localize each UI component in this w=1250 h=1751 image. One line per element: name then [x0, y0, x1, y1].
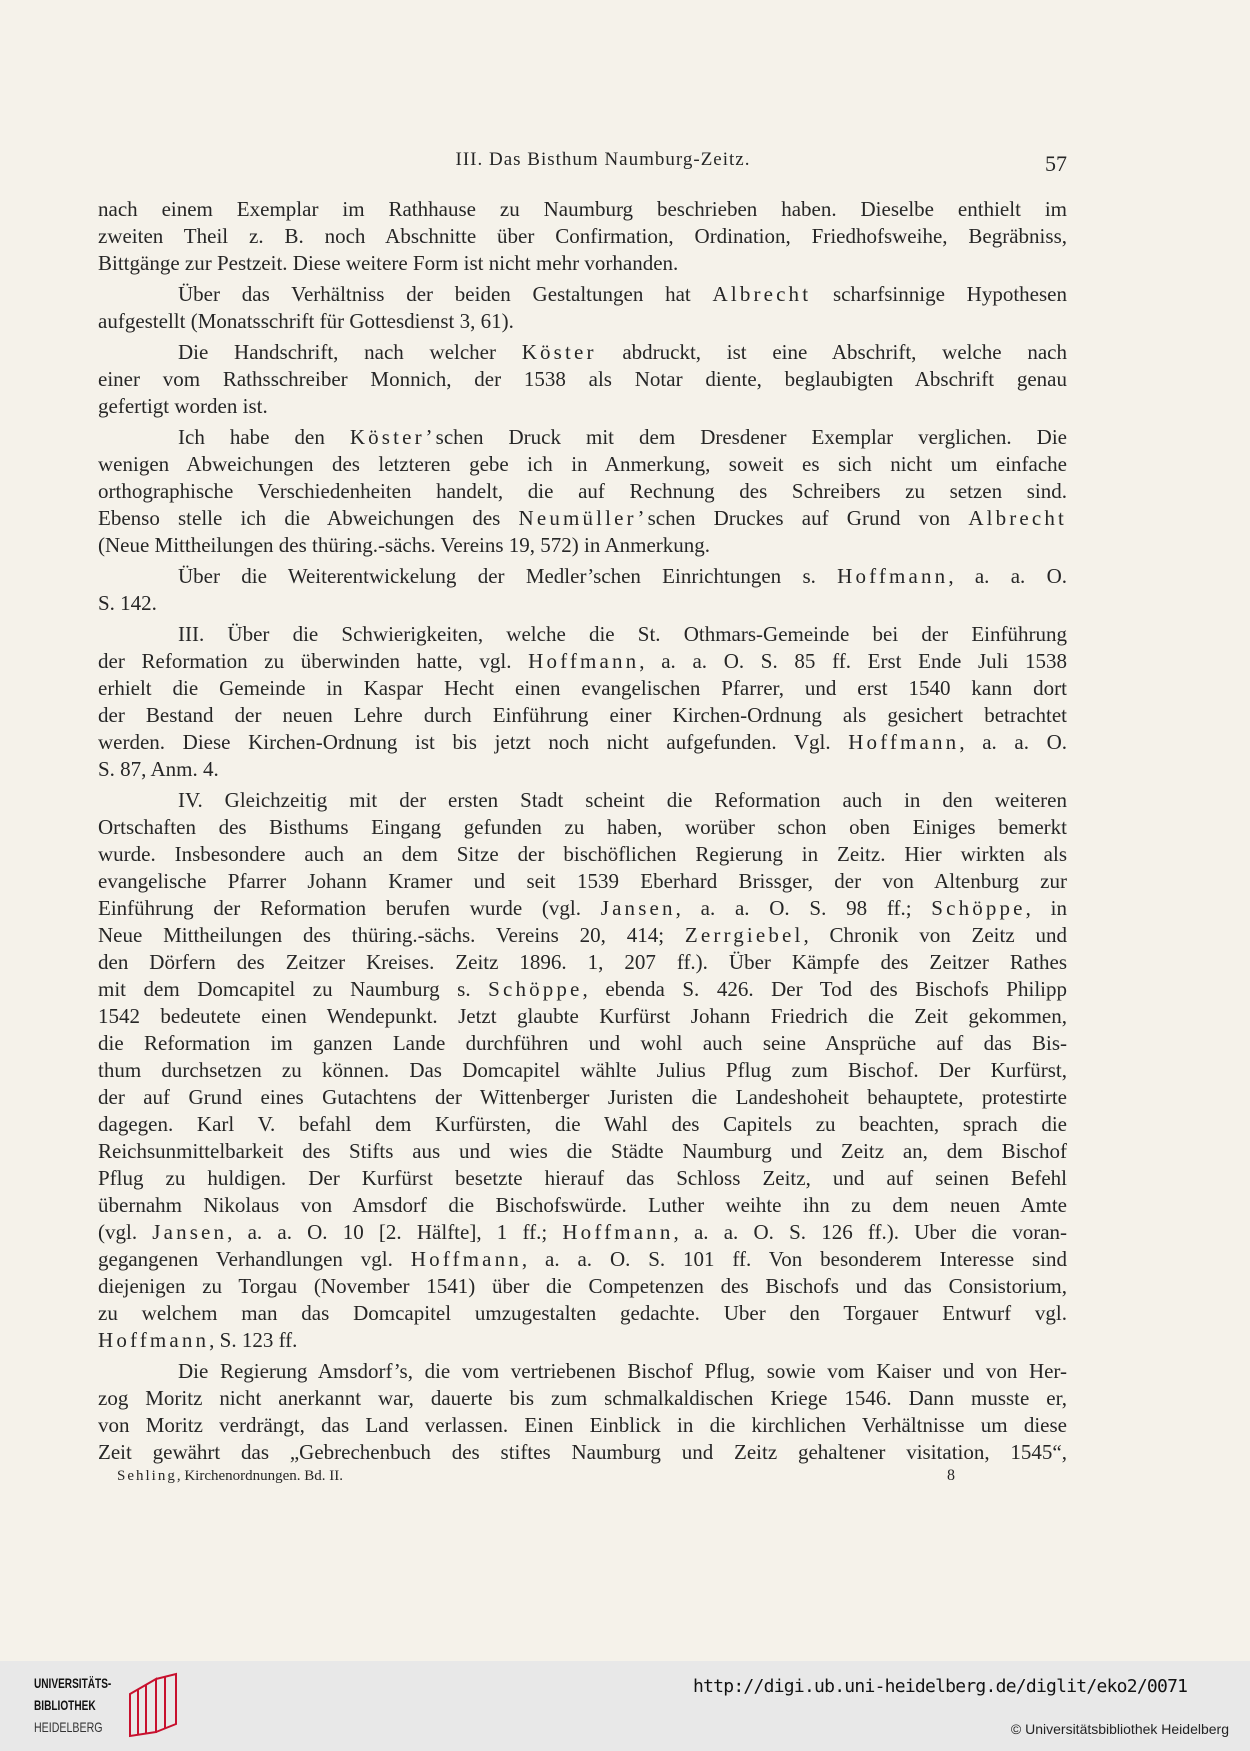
text-line [98, 648, 1067, 675]
text-segment: , S. 123 ff. [209, 1328, 298, 1352]
text-segment: , a. a. O. S. 85 ff. Erst Ende Juli 1538 [639, 649, 1067, 673]
paragraph [98, 339, 1067, 420]
paragraph [98, 787, 1067, 1354]
text-segment: Einführung der Reformation berufen wurde (vgl. [98, 896, 601, 920]
text-line: übernahm Nikolaus von Amsdorf die Bischofswürde. Luther weihte ihn zu dem neuen Amte [98, 1193, 1067, 1217]
text-line [98, 976, 1067, 1003]
emphasized-name: Schöppe [931, 896, 1026, 920]
text-line: thum durchsetzen zu können. Das Domcapitel wählte Julius Pflug zum Bischof. Der Kurfürst, [98, 1058, 1067, 1082]
text-segment: schen Druck mit dem Dresdener Exemplar verglichen. Die [435, 425, 1067, 449]
text-line: wurde. Insbesondere auch an dem Sitze der bischöflichen Regierung in Zeitz. Hier wirkten als [98, 842, 1067, 866]
text-line [98, 563, 1067, 590]
text-segment: der Reformation zu überwinden hatte, vgl. [98, 649, 529, 673]
text-segment: , ebenda S. 426. Der Tod des Bischofs Philipp [582, 977, 1067, 1001]
body-text [98, 196, 1067, 1470]
text-line: S. 142. [98, 591, 157, 615]
text-segment: Die Handschrift, nach welcher [178, 340, 522, 364]
text-line: evangelische Pfarrer Johann Kramer und seit 1539 Eberhard Brissger, der von Altenburg zur [98, 869, 1067, 893]
running-head-title: III. Das Bisthum Naumburg-Zeitz. [455, 149, 751, 170]
text-segment: Über das Verhältniss der beiden Gestaltungen hat [178, 282, 713, 306]
emphasized-name: Schöppe [488, 977, 583, 1001]
text-segment: werden. Diese Kirchen-Ordnung ist bis jetzt noch nicht aufgefunden. Vgl. [98, 730, 849, 754]
paragraph [98, 621, 1067, 783]
text-line: Reichsunmittelbarkeit des Stifts aus und wies die Städte Naumburg und Zeitz an, dem Bischof [98, 1139, 1067, 1163]
text-line [98, 424, 1067, 451]
emphasized-name: Hoffmann [410, 1247, 522, 1271]
text-segment: , Chronik von Zeitz und [803, 923, 1067, 947]
emphasized-name: Köster [521, 340, 597, 364]
text-line: der auf Grund eines Gutachtens der Wittenberger Juristen die Landeshoheit behauptete, protestirte [98, 1085, 1067, 1109]
permalink-url: http://digi.ub.uni-heidelberg.de/diglit/eko2/0071 [693, 1676, 1188, 1697]
emphasized-name: Hoffmann [528, 649, 640, 673]
text-line: dagegen. Karl V. befahl dem Kurfürsten, die Wahl des Capitels zu beachten, sprach die [98, 1112, 1067, 1136]
text-line: der Bestand der neuen Lehre durch Einführung einer Kirchen-Ordnung als gesichert betrachtet [98, 703, 1067, 727]
text-line: Zeit gewährt das „Gebrechenbuch des stiftes Naumburg und Zeitz gehaltener visitation, 1545“, [98, 1440, 1067, 1464]
text-line [98, 1246, 1067, 1273]
text-line: zog Moritz nicht anerkannt war, dauerte bis zum schmalkaldischen Kriege 1546. Dann musste er, [98, 1386, 1067, 1410]
wordmark-line-2: BIBLIOTHEK [34, 1697, 96, 1713]
text-segment: mit dem Domcapitel zu Naumburg s. [98, 977, 489, 1001]
text-line: erhielt die Gemeinde in Kaspar Hecht einen evangelischen Pfarrer, und erst 1540 kann dort [98, 676, 1067, 700]
text-line: 1542 bedeutete einen Wendepunkt. Jetzt glaubte Kurfürst Johann Friedrich die Zeit gekommen, [98, 1004, 1067, 1028]
text-segment: scharfsinnige Hypothesen [811, 282, 1067, 306]
text-line: S. 87, Anm. 4. [98, 757, 219, 781]
emphasized-name: Hoffmann [837, 564, 949, 588]
text-segment: , a. a. O. S. 98 ff.; [675, 896, 932, 920]
paragraph [98, 1358, 1067, 1466]
text-line [98, 895, 1067, 922]
text-line: III. Über die Schwierigkeiten, welche die St. Othmars-Gemeinde bei der Einführung [178, 622, 1067, 646]
text-line: (Neue Mittheilungen des thüring.-sächs. Vereins 19, 572) in Anmerkung. [98, 533, 711, 557]
text-segment: Über die Weiterentwickelung der Medler’schen Einrichtungen s. [178, 564, 838, 588]
wordmark-line-1: UNIVERSITÄTS- [34, 1675, 112, 1691]
text-line [98, 1327, 1067, 1354]
text-line: zweiten Theil z. B. noch Abschnitte über Confirmation, Ordination, Friedhofsweihe, Begräbniss, [98, 224, 1067, 248]
signature-line [117, 1466, 343, 1486]
text-segment: (vgl. [98, 1220, 153, 1244]
text-line: den Dörfern des Zeitzer Kreises. Zeitz 1896. 1, 207 ff.). Über Kämpfe des Zeitzer Rathes [98, 950, 1067, 974]
text-line [98, 1219, 1067, 1246]
text-line: aufgestellt (Monatsschrift für Gottesdienst 3, 61). [98, 309, 514, 333]
paragraph [98, 196, 1067, 277]
emphasized-name: Albrecht [968, 506, 1067, 530]
emphasized-name: Zerrgiebel [684, 923, 804, 947]
text-line: zu welchem man das Domcapitel umzugestalten gedachte. Uber den Torgauer Entwurf vgl. [98, 1301, 1067, 1325]
paragraph [98, 424, 1067, 559]
library-logo-icon [126, 1672, 180, 1738]
page-number: 57 [1045, 151, 1067, 176]
emphasized-name: Hoffmann [562, 1220, 674, 1244]
text-segment: Ebenso stelle ich die Abweichungen des [98, 506, 519, 530]
text-segment: , a. a. O. [959, 730, 1067, 754]
text-line: von Moritz verdrängt, das Land verlassen. Einen Einblick in die kirchlichen Verhältnisse um diese [98, 1413, 1067, 1437]
text-segment: , in [1025, 896, 1067, 920]
emphasized-name: Neumüller’ [518, 506, 648, 530]
text-line [98, 729, 1067, 756]
text-segment: Neue Mittheilungen des thüring.-sächs. Vereins 20, 414; [98, 923, 685, 947]
sheet-signature-number: 8 [947, 1467, 955, 1484]
paragraph [98, 281, 1067, 335]
text-segment: schen Druckes auf Grund von [647, 506, 969, 530]
text-line: nach einem Exemplar im Rathhause zu Naumburg beschrieben haben. Dieselbe enthielt im [98, 197, 1067, 221]
text-line [98, 281, 1067, 308]
text-line [98, 922, 1067, 949]
text-segment: , a. a. O. S. 126 ff.). Uber die voran- [673, 1220, 1067, 1244]
emphasized-name: Köster’ [349, 425, 436, 449]
signature-title: , Kirchenordnungen. Bd. II. [176, 1468, 344, 1484]
text-line: wenigen Abweichungen des letzteren gebe ich in Anmerkung, soweit es sich nicht um einfache [98, 452, 1067, 476]
emphasized-name: Jansen [152, 1220, 228, 1244]
emphasized-name: Hoffmann [98, 1328, 210, 1352]
text-line [98, 505, 1067, 532]
text-segment: , a. a. O. 10 [2. Hälfte], 1 ff.; [227, 1220, 563, 1244]
copyright-notice: © Universitätsbibliothek Heidelberg [1010, 1721, 1229, 1737]
text-line: orthographische Verschiedenheiten handelt, die auf Rechnung des Schreibers zu setzen sind. [98, 479, 1067, 503]
text-segment: Ich habe den [178, 425, 350, 449]
text-line: IV. Gleichzeitig mit der ersten Stadt scheint die Reformation auch in den weiteren [178, 788, 1067, 812]
text-line: Bittgänge zur Pestzeit. Diese weitere Form ist nicht mehr vorhanden. [98, 251, 679, 275]
text-segment: abdruckt, ist eine Abschrift, welche nach [596, 340, 1067, 364]
text-line: die Reformation im ganzen Lande durchführen und wohl auch seine Ansprüche auf das Bis- [98, 1031, 1067, 1055]
text-line: diejenigen zu Torgau (November 1541) über die Competenzen des Bischofs und das Consistorium, [98, 1274, 1067, 1298]
emphasized-name: Hoffmann [848, 730, 960, 754]
paragraph [98, 563, 1067, 617]
text-line: Pflug zu huldigen. Der Kurfürst besetzte hierauf das Schloss Zeitz, und auf seinen Befehl [98, 1166, 1067, 1190]
emphasized-name: Albrecht [712, 282, 812, 306]
text-line: Die Regierung Amsdorf’s, die vom vertriebenen Bischof Pflug, sowie vom Kaiser und von Her- [178, 1359, 1067, 1383]
text-line: Ortschaften des Bisthums Eingang gefunden zu haben, worüber schon oben Einiges bemerkt [98, 815, 1067, 839]
text-segment: , a. a. O. S. 101 ff. Von besonderem Interesse sind [521, 1247, 1067, 1271]
library-wordmark [34, 1672, 124, 1738]
signature-author: Sehling [117, 1468, 177, 1484]
text-segment: gegangenen Verhandlungen vgl. [98, 1247, 411, 1271]
library-footer-bar [0, 1661, 1250, 1751]
emphasized-name: Jansen [600, 896, 676, 920]
text-line: gefertigt worden ist. [98, 394, 268, 418]
text-segment: , a. a. O. [948, 564, 1067, 588]
text-line: einer vom Rathsschreiber Monnich, der 1538 als Notar diente, beglaubigten Abschrift genau [98, 367, 1067, 391]
text-line [98, 339, 1067, 366]
wordmark-line-3: HEIDELBERG [34, 1719, 103, 1735]
